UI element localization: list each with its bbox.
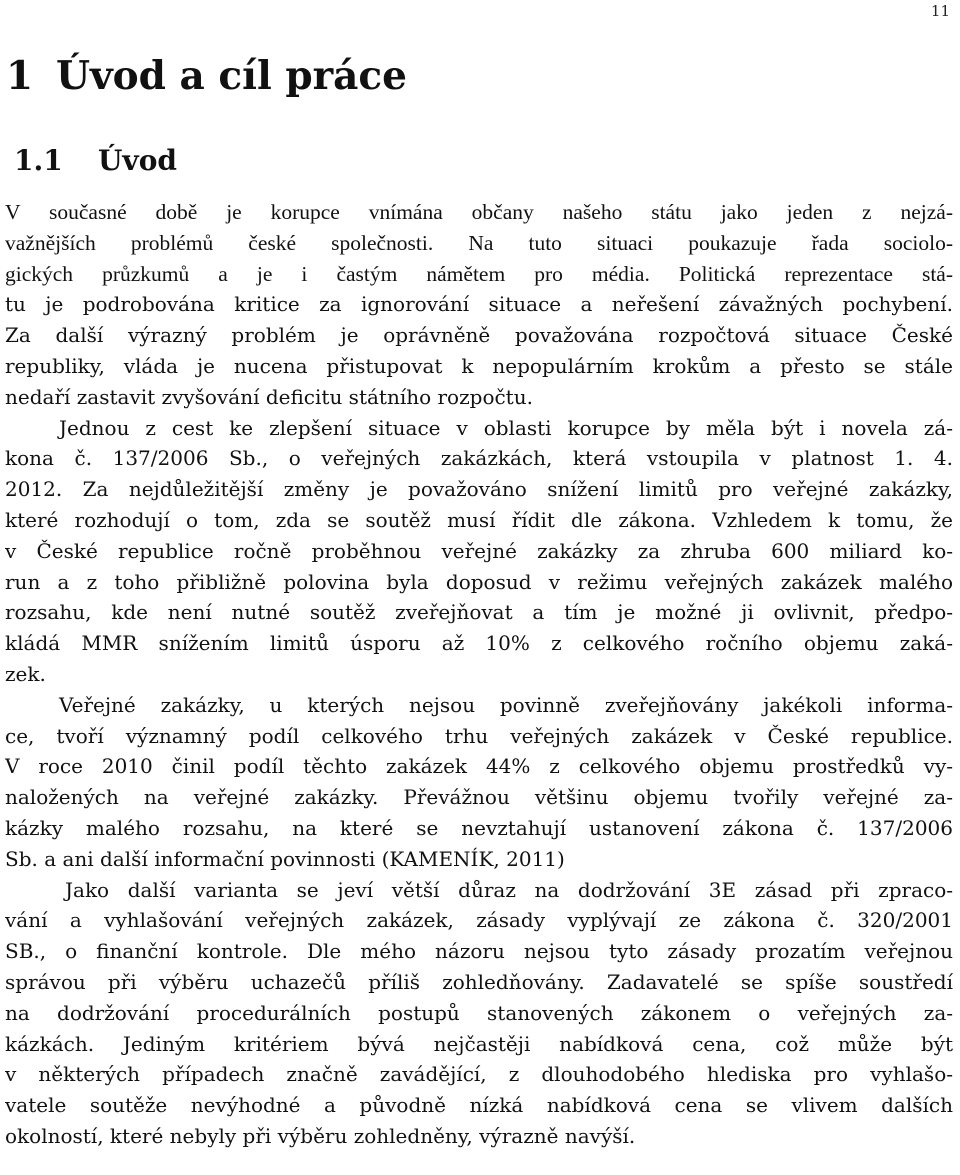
text-line: vatele soutěže nevýhodné a původně nízká nabídková cena se vlivem dalších [5,1093,953,1118]
text-line: vání a vyhlašování veřejných zakázek, zásady vyplývají ze zákona č. 320/2001 [5,908,953,933]
section-title: Úvod [98,144,177,177]
text-line: SB., o finanční kontrole. Dle mého názoru nejsou tyto zásady prozatím veřejnou [5,939,953,964]
text-line: nedaří zastavit zvyšování deficitu státního rozpočtu. [5,384,533,409]
text-line: Sb. a ani další informační povinnosti (KAMENÍK, 2011) [5,846,565,871]
body-text [5,197,953,1152]
text-line: zek. [5,661,46,686]
text-line: na dodržování procedurálních postupů stanovených zákonem o veřejných za- [5,1000,953,1025]
chapter-title: Úvod a cíl práce [56,53,407,99]
section-heading [14,143,177,179]
text-line: V současné době je korupce vnímána občany našeho státu jako jeden z nejzá- [5,200,953,224]
text-line: Za další výrazný problém je oprávněně považována rozpočtová situace České [5,323,953,348]
text-line: v některých případech značně zavádějící, z dlouhodobého hlediska pro vyhlašo- [5,1062,953,1087]
text-line: Jednou z cest ke zlepšení situace v oblasti korupce by měla být i novela zá- [59,415,953,440]
text-line: gických průzkumů a je i častým námětem pro média. Politická reprezentace stá- [5,261,953,286]
text-line: rozsahu, kde není nutné soutěž zveřejňovat a tím je možné ji ovlivnit, předpo- [5,600,953,625]
text-line: 2012. Za nejdůležitější změny je považováno snížení limitů pro veřejné zakázky, [5,477,953,502]
text-line: tu je podrobována kritice za ignorování situace a neřešení závažných pochybení. [5,292,953,317]
text-line: Veřejné zakázky, u kterých nejsou povinně zveřejňovány jakékoli informa- [59,692,953,717]
text-line: kázkách. Jediným kritériem bývá nejčastěji nabídková cena, což může být [5,1031,953,1056]
text-line: Jako další varianta se jeví větší důraz na dodržování 3E zásad při zpraco- [65,877,953,902]
chapter-number: 1 [6,53,34,99]
text-line: kázky malého rozsahu, na které se nevztahují ustanovení zákona č. 137/2006 [5,815,953,840]
text-line: v České republice ročně proběhnou veřejné zakázky za zhruba 600 miliard ko- [5,538,953,563]
text-line: naložených na veřejné zakázky. Převážnou většinu objemu tvořily veřejné za- [5,785,953,810]
chapter-heading [6,52,407,100]
text-line: važnějších problémů české společnosti. Na tuto situaci poukazuje řada sociolo- [5,230,953,255]
text-line: kona č. 137/2006 Sb., o veřejných zakázkách, která vstoupila v platnost 1. 4. [5,446,953,471]
text-line: kládá MMR snížením limitů úsporu až 10% z celkového ročního objemu zaká- [5,631,953,656]
text-line: ce, tvoří významný podíl celkového trhu veřejných zakázek v České republice. [5,723,953,748]
page-number: 11 [930,2,950,20]
section-number: 1.1 [14,144,63,177]
text-line: okolností, které nebyly při výběru zohledněny, výrazně navýší. [5,1123,636,1148]
text-line: správou při výběru uchazečů příliš zohledňovány. Zadavatelé se spíše soustředí [5,969,953,994]
text-line: V roce 2010 činil podíl těchto zakázek 44% z celkového objemu prostředků vy- [5,754,953,779]
text-line: run a z toho přibližně polovina byla doposud v režimu veřejných zakázek malého [5,569,953,594]
text-line: které rozhodují o tom, zda se soutěž musí řídit dle zákona. Vzhledem k tomu, že [5,507,953,532]
text-line: republiky, vláda je nucena přistupovat k nepopulárním krokům a přesto se stále [5,353,953,378]
